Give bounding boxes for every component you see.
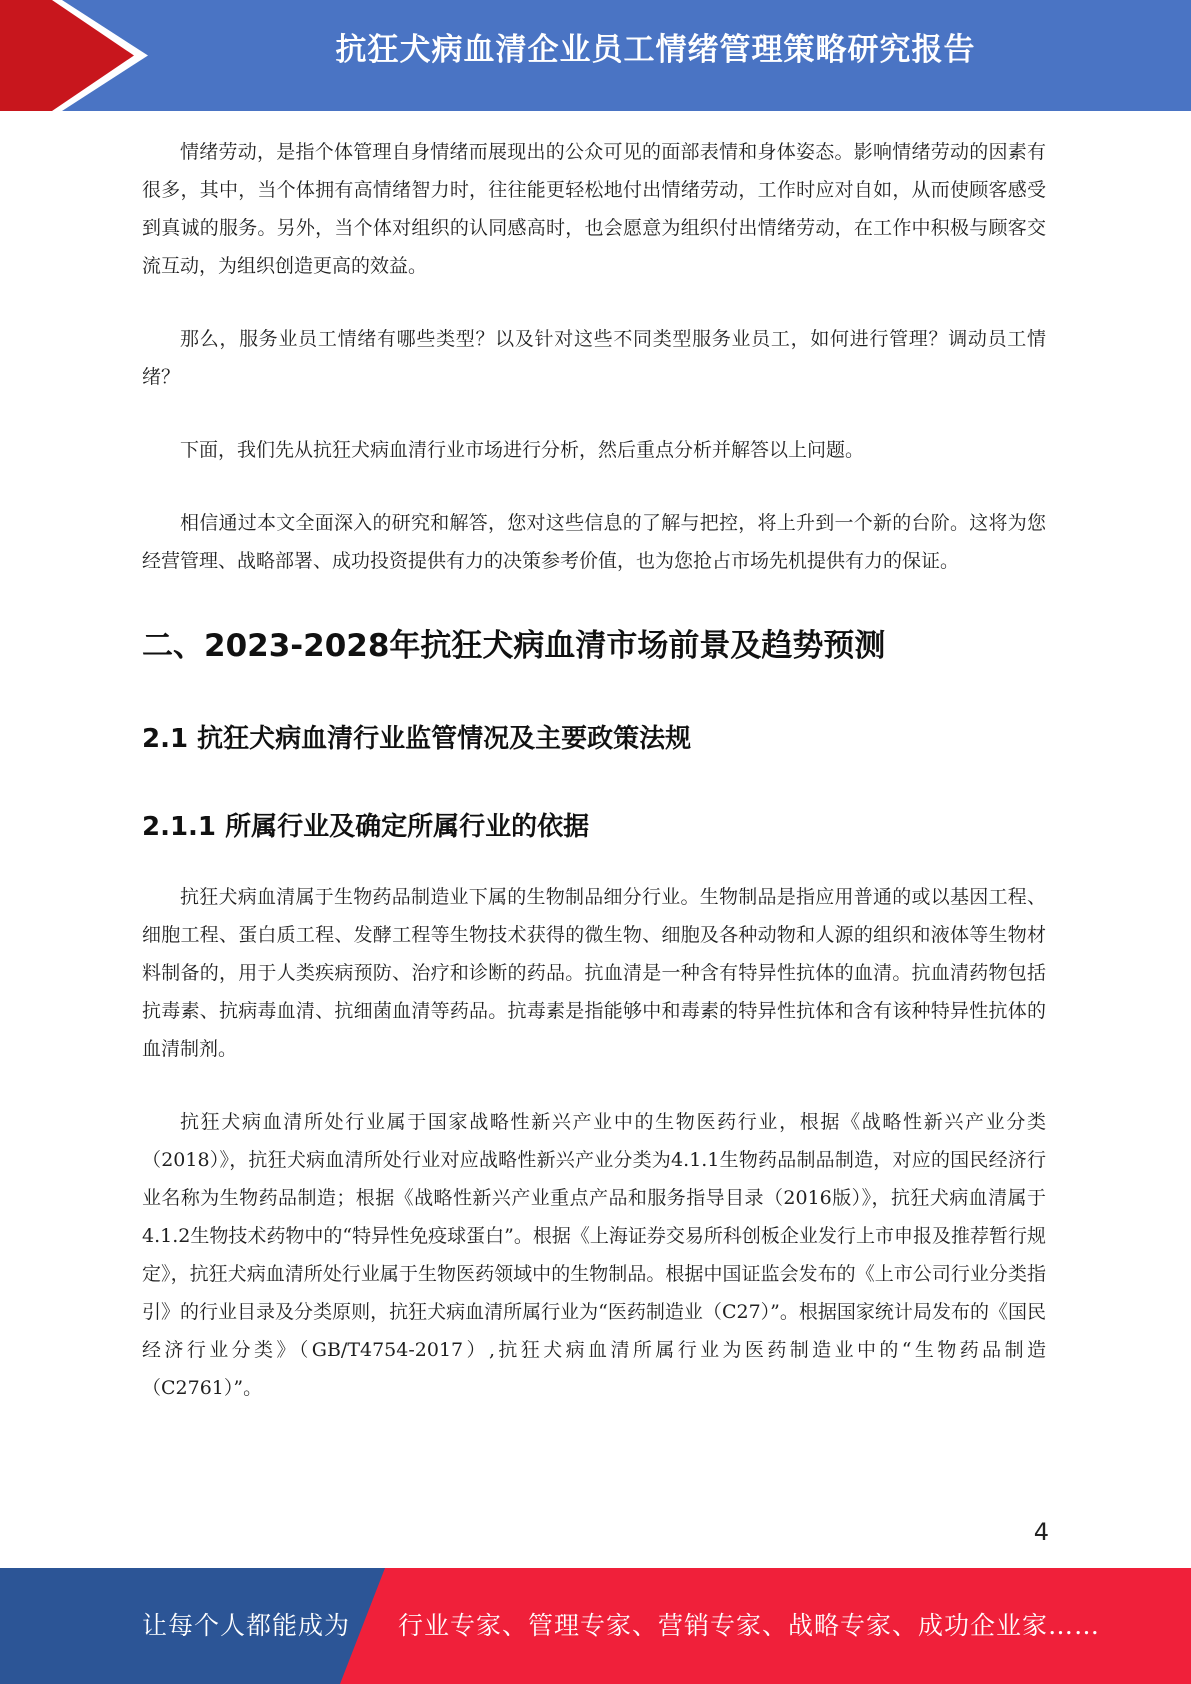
intro-paragraph-1: 情绪劳动，是指个体管理自身情绪而展现出的公众可见的面部表情和身体姿态。影响情绪劳动的因素有很多，其中，当个体拥有高情绪智力时，往往能更轻松地付出情绪劳动，工作时应对自如，从而使顾客感受到真诚的服务。另外，当个体对组织的认同感高时，也会愿意为组织付出情绪劳动，在工作中积极与顾客交流互动，为组织创造更高的效益。 <box>142 141 1046 277</box>
section-heading-1: 二、2023-2028年抗狂犬病血清市场前景及趋势预测 <box>142 628 886 664</box>
section-heading-3: 2.1.1 所属行业及确定所属行业的依据 <box>142 812 590 842</box>
header-chevron-decoration <box>0 0 160 111</box>
document-title: 抗狂犬病血清企业员工情绪管理策略研究报告 <box>335 32 976 68</box>
page-header <box>0 0 1191 111</box>
intro-paragraph-4: 相信通过本文全面深入的研究和解答，您对这些信息的了解与把控，将上升到一个新的台阶。这将为您经营管理、战略部署、成功投资提供有力的决策参考价值，也为您抢占市场先机提供有力的保证。 <box>142 512 1046 572</box>
intro-paragraph-3: 下面，我们先从抗狂犬病血清行业市场进行分析，然后重点分析并解答以上问题。 <box>180 439 865 461</box>
page-number: 4 <box>1033 1518 1049 1546</box>
page-content <box>142 133 1046 1407</box>
footer-slogan-right: 行业专家、管理专家、营销专家、战略专家、成功企业家…… <box>398 1611 1101 1640</box>
section-paragraph-2: 抗狂犬病血清所处行业属于国家战略性新兴产业中的生物医药行业，根据《战略性新兴产业分类（2018）》，抗狂犬病血清所处行业对应战略性新兴产业分类为4.1.1生物药品制品制造，对应的国民经济行业名称为生物药品制造；根据《战略性新兴产业重点产品和服务指导目录（2016版）》，抗狂犬病血清属于4.1.2生物技术药物中的“特异性免疫球蛋白”。根据《上海证券交易所科创板企业发行上市申报及推荐暂行规定》，抗狂犬病血清所处行业属于生物医药领域中的生物制品。根据中国证监会发布的《上市公司行业分类指引》的行业目录及分类原则，抗狂犬病血清所属行业为“医药制造业（C27）”。根据国家统计局发布的《国民经济行业分类》（GB/T4754-2017）,抗狂犬病血清所属行业为医药制造业中的“生物药品制造（C2761）”。 <box>142 1111 1046 1399</box>
page-footer <box>0 1568 1191 1684</box>
section-paragraph-1: 抗狂犬病血清属于生物药品制造业下属的生物制品细分行业。生物制品是指应用普通的或以基因工程、细胞工程、蛋白质工程、发酵工程等生物技术获得的微生物、细胞及各种动物和人源的组织和液体等生物材料制备的，用于人类疾病预防、治疗和诊断的药品。抗血清是一种含有特异性抗体的血清。抗血清药物包括抗毒素、抗病毒血清、抗细菌血清等药品。抗毒素是指能够中和毒素的特异性抗体和含有该种特异性抗体的血清制剂。 <box>142 886 1046 1060</box>
footer-slogan-left: 让每个人都能成为 <box>142 1611 351 1640</box>
section-heading-2: 2.1 抗狂犬病血清行业监管情况及主要政策法规 <box>142 724 692 754</box>
intro-paragraph-2: 那么，服务业员工情绪有哪些类型？以及针对这些不同类型服务业员工，如何进行管理？调动员工情绪？ <box>142 328 1046 388</box>
